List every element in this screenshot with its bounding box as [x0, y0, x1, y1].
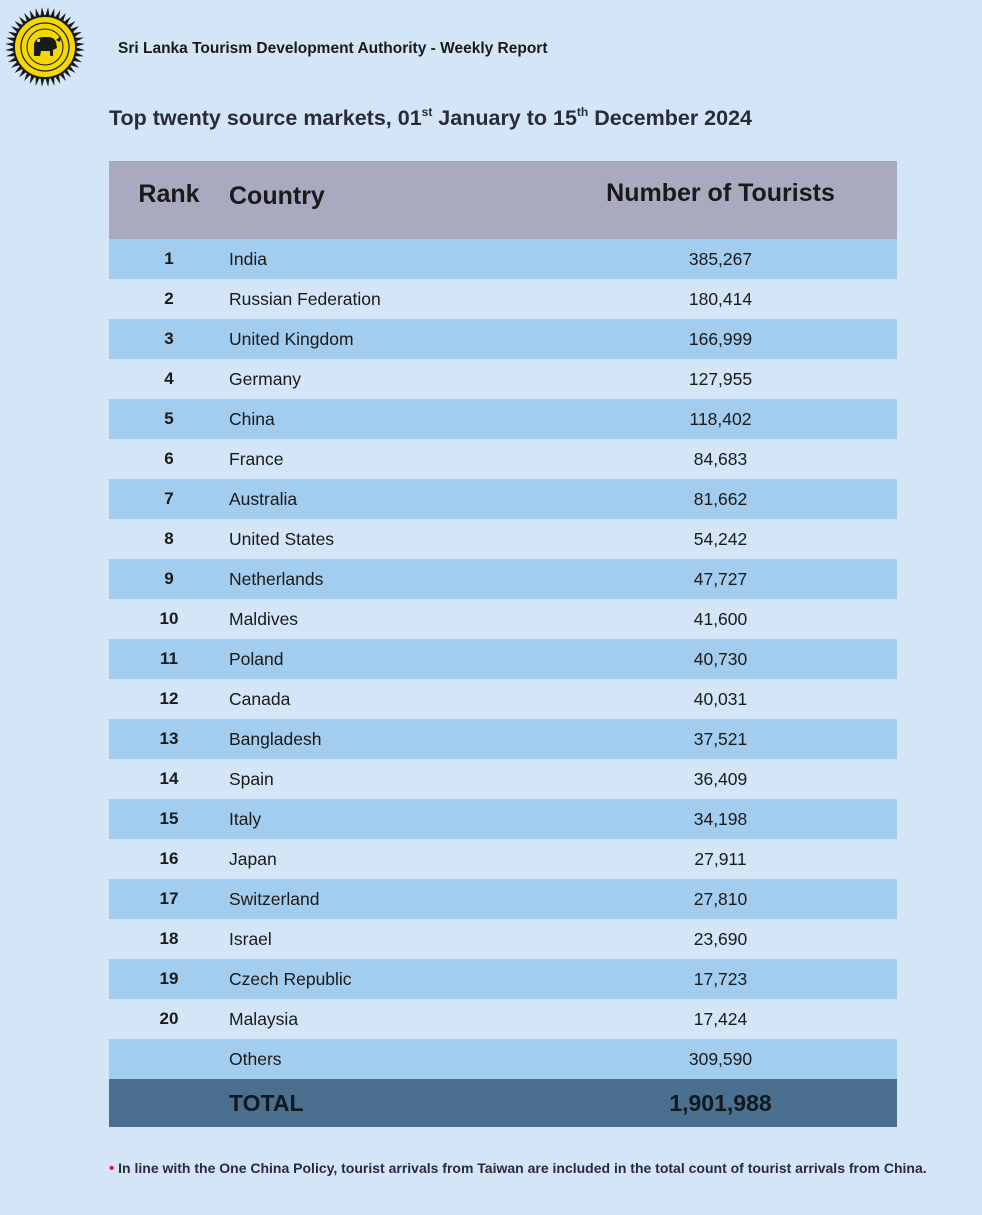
- table-row: [109, 359, 897, 399]
- country-cell: Canada: [229, 688, 291, 709]
- table-row: [109, 439, 897, 479]
- tourists-cell: 23,690: [693, 928, 748, 949]
- rank-cell: 6: [164, 449, 174, 468]
- tourists-cell: 36,409: [693, 768, 748, 789]
- country-cell: Bangladesh: [229, 728, 322, 749]
- rank-cell: 12: [159, 689, 179, 708]
- rank-cell: 11: [160, 649, 178, 668]
- country-cell: United Kingdom: [229, 328, 354, 349]
- organization-name: Sri Lanka Tourism Development Authority - Weekly Report: [118, 40, 548, 57]
- rank-cell: 19: [159, 969, 179, 988]
- footnote: [109, 1159, 929, 1178]
- country-cell: Australia: [229, 488, 298, 509]
- tourists-cell: 47,727: [693, 568, 748, 589]
- table-row: [109, 479, 897, 519]
- table-row: [109, 639, 897, 679]
- rank-cell: 14: [159, 769, 179, 788]
- page-title: Top twenty source markets, 01st January to 15th December 2024: [109, 105, 752, 130]
- country-cell: Russian Federation: [229, 288, 381, 309]
- table-header-row: [109, 161, 897, 239]
- total-label: TOTAL: [229, 1089, 304, 1116]
- rank-cell: 9: [164, 569, 174, 588]
- tourists-cell: 127,955: [688, 368, 753, 389]
- rank-cell: 10: [159, 609, 179, 628]
- tourists-cell: 54,242: [693, 528, 748, 549]
- table-row: [109, 319, 897, 359]
- rank-cell: 1: [164, 249, 174, 268]
- table-row: [109, 719, 897, 759]
- country-cell: Spain: [229, 768, 274, 789]
- table-row: [109, 679, 897, 719]
- table-row: [109, 279, 897, 319]
- table-row: [109, 879, 897, 919]
- total-rank-cell: [109, 1079, 229, 1127]
- country-cell: Poland: [229, 648, 284, 669]
- country-cell: Czech Republic: [229, 968, 352, 989]
- tourists-cell: 166,999: [688, 328, 753, 349]
- country-cell: Israel: [229, 928, 272, 949]
- rank-cell: 3: [164, 329, 174, 348]
- country-cell: United States: [229, 528, 335, 549]
- tourists-cell: 17,723: [693, 968, 748, 989]
- table-row: [109, 799, 897, 839]
- country-cell: Switzerland: [229, 888, 320, 909]
- tourists-cell: 40,730: [693, 648, 748, 669]
- tourists-cell: 27,911: [694, 848, 747, 869]
- rank-cell: 17: [159, 889, 179, 908]
- country-cell: India: [229, 248, 267, 269]
- tourists-cell: 118,402: [689, 408, 752, 429]
- rank-cell: 16: [159, 849, 179, 868]
- table-row: [109, 239, 897, 279]
- country-cell: Netherlands: [229, 568, 324, 589]
- country-cell: Italy: [229, 808, 262, 829]
- table-row: [109, 839, 897, 879]
- tourists-cell: 385,267: [688, 248, 753, 269]
- source-markets-table: [109, 161, 897, 1127]
- tourists-cell: 180,414: [688, 288, 753, 309]
- footnote-bullet: •: [109, 1160, 115, 1177]
- rank-cell: [109, 1039, 229, 1079]
- rank-column-header: Rank: [138, 179, 200, 208]
- table-row: [109, 599, 897, 639]
- country-cell: Maldives: [229, 608, 299, 629]
- rank-cell: 2: [164, 289, 174, 308]
- table-row: [109, 1039, 897, 1079]
- rank-cell: 18: [159, 929, 179, 948]
- country-column-header: Country: [229, 181, 325, 210]
- table-row: [109, 759, 897, 799]
- table-row: [109, 999, 897, 1039]
- rank-cell: 13: [159, 729, 179, 748]
- tourists-cell: 34,198: [693, 808, 748, 829]
- rank-cell: 7: [164, 489, 174, 508]
- tourists-cell: 17,424: [693, 1008, 748, 1029]
- rank-cell: 15: [159, 809, 179, 828]
- tourists-cell: 81,662: [693, 488, 748, 509]
- country-cell: Japan: [229, 848, 277, 869]
- country-cell: Malaysia: [229, 1008, 299, 1029]
- tourists-column-header: Number of Tourists: [606, 178, 835, 207]
- tourists-cell: 40,031: [693, 688, 748, 709]
- country-cell: Others: [229, 1048, 282, 1069]
- total-count: 1,901,988: [669, 1089, 772, 1116]
- country-cell: China: [229, 408, 275, 429]
- footnote-text: In line with the One China Policy, tourist arrivals from Taiwan are included in the total count of tourist arrivals from China.: [118, 1160, 927, 1176]
- rank-cell: 20: [159, 1009, 179, 1028]
- table-row: [109, 559, 897, 599]
- tourists-cell: 37,521: [693, 728, 748, 749]
- total-row: [109, 1079, 897, 1127]
- rank-cell: 4: [164, 369, 174, 388]
- table-row: [109, 919, 897, 959]
- tourists-cell: 84,683: [693, 448, 748, 469]
- table-row: [109, 959, 897, 999]
- country-cell: France: [229, 448, 284, 469]
- tourists-cell: 309,590: [688, 1048, 753, 1069]
- tourists-cell: 41,600: [693, 608, 748, 629]
- rank-cell: 8: [164, 529, 174, 548]
- table-row: [109, 399, 897, 439]
- tourists-cell: 27,810: [693, 888, 748, 909]
- country-cell: Germany: [229, 368, 301, 389]
- table-row: [109, 519, 897, 559]
- sri-lanka-lion-emblem-icon: [4, 6, 86, 88]
- rank-cell: 5: [164, 409, 174, 428]
